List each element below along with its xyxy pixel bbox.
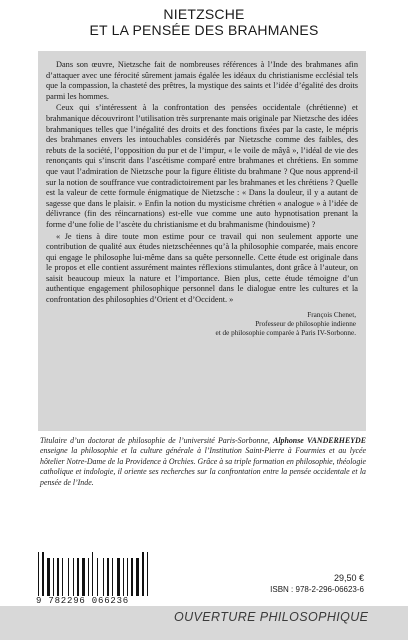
barcode-bar	[123, 558, 124, 596]
barcode-bar	[125, 558, 127, 596]
summary-paragraph-1: Dans son œuvre, Nietzsche fait de nombreuses références à l’Inde des brahmanes afin d’attaquer avec une férocité sûrement jamais égalée les idéaux du christianisme ecclésial tels que la compassion, la chasteté des prêtres, la mystique des saints et l’idée d’égalité des droits parmi les hommes.	[46, 60, 358, 101]
barcode-image	[38, 552, 148, 596]
barcode-bar	[90, 558, 91, 596]
barcode-bar	[107, 558, 109, 596]
barcode-bar	[75, 558, 76, 596]
barcode-bar	[114, 558, 116, 596]
barcode-bar	[110, 558, 111, 596]
barcode-bar	[73, 558, 74, 596]
series-name: OUVERTURE PHILOSOPHIQUE	[174, 610, 369, 624]
barcode-bar	[42, 552, 44, 596]
barcode-bar	[105, 558, 106, 596]
barcode-bar	[147, 552, 148, 596]
barcode-bar	[55, 558, 57, 596]
summary-box	[38, 51, 366, 431]
barcode-bar	[77, 558, 79, 596]
price-label: 29,50 €	[333, 573, 364, 583]
author-bio-body: enseigne la philosophie et la culture générale à l’Institution Saint-Pierre à Fourmies et au lycée hôtelier Notre-Dame de la Providence à Orchies. Grâce à sa triple formation en philosophie, théologie catholique et indologie, il oriente ses recherches sur la confrontation entre la pensée occidentale et la pensée de l’Inde.	[40, 446, 366, 487]
barcode-bar	[70, 558, 72, 596]
barcode-bar	[129, 558, 130, 596]
title-line-2: ET LA PENSÉE DES BRAHMANES	[89, 22, 319, 38]
barcode-bar	[45, 558, 46, 596]
title-line-1: NIETZSCHE	[163, 6, 245, 22]
signature-role-1: Professeur de philosophie indienne	[255, 319, 356, 328]
signature-name: François Chenet,	[307, 310, 356, 319]
barcode-bar	[80, 558, 81, 596]
summary-paragraph-2: Ceux qui s’intéressent à la confrontation des pensées occidentale (chrétienne) et brahmanique découvriront l’utilisation très surprenante mais originale par Nietzsche des idées brahmaniques telles que l’inégalité des droits et des fonctions fixées par la caste, le mépris des brahmanes envers les intouchables considérés par Nietzsche comme des faibles, des rebuts de la société, l’opposition du pur et de l’impur, « le voile de mâyâ », l’idéal de vie des renonçants qui s’inscrit dans l’ascétisme comparé entre brahmanes et chrétiens. En somme que vaut l’admiration de Nietzsche pour la figure élitiste du brahmane ? Que nous apprend-il sur la notion de souffrance vue contradictoirement par les brahmanes et les chrétiens ? Quelle est la valeur de cette formule énigmatique de Nietzsche : « Dans la douleur, il y a autant de sagesse que dans le plaisir. » Enfin la notion du mysticisme chrétien « analogue » à l’idée de délivrance (fin des réincarnations) est-elle vue comme une auto hypnotisation prenant la forme d’une folie de l’ascète du christianisme et du brahmanisme (hindouisme) ?	[46, 103, 358, 229]
barcode-bar	[140, 558, 141, 596]
barcode-bar	[145, 552, 146, 596]
barcode-bar	[47, 558, 50, 596]
barcode-bar	[121, 558, 122, 596]
barcode-bar	[88, 558, 89, 596]
barcode-bar	[64, 558, 67, 596]
barcode-bar	[94, 552, 96, 596]
barcode-bar	[40, 552, 41, 596]
barcode-bar	[97, 558, 98, 596]
author-bio	[40, 436, 366, 488]
author-name: Alphonse VANDERHEYDE	[273, 436, 366, 445]
barcode-bar	[92, 552, 94, 596]
barcode-bar	[57, 558, 59, 596]
review-quote: « Je tiens à dire toute mon estime pour ce travail qui non seulement apporte une contribution de qualité aux études nietzschéennes qu’à la philosophie comparée, mais encore qui engage le philosophe lui-même dans sa quête personnelle. Cette étude est originale dans le propos et elle contient assurément maintes réflexions stimulantes, dont grâce à l’auteur, on saisit beaucoup mieux la nature et l’importance. Bien plus, cette étude témoigne d’un authentique engagement philosophique personnel dans le dialogue entre les cultures et la confrontation des philosophies d’Orient et d’Occident. »	[46, 231, 358, 305]
barcode-bar	[134, 558, 135, 596]
barcode-bar	[86, 558, 87, 596]
barcode-bar	[68, 558, 69, 596]
barcode-bar	[53, 558, 54, 596]
barcode-bar	[136, 558, 139, 596]
barcode-bar	[103, 558, 104, 596]
barcode-bar	[127, 558, 128, 596]
barcode-bar	[62, 558, 63, 596]
review-signature	[46, 311, 358, 339]
author-bio-intro: Titulaire d’un doctorat de philosophie de l’université Paris-Sorbonne,	[40, 436, 274, 445]
isbn-label: ISBN : 978-2-296-06623-6	[270, 585, 364, 594]
barcode-bar	[51, 558, 52, 596]
barcode-bar	[82, 558, 85, 596]
barcode-digits: 9 782296 066236	[36, 596, 130, 606]
book-title	[0, 6, 408, 38]
barcode-bar	[60, 558, 61, 596]
barcode-bar	[99, 558, 102, 596]
barcode-bar	[38, 552, 39, 596]
barcode-bar	[131, 558, 133, 596]
signature-role-2: et de philosophie comparée à Paris IV-Sorbonne.	[215, 329, 356, 338]
barcode-bar	[142, 552, 144, 596]
barcode-bar	[117, 558, 120, 596]
barcode-bar	[112, 558, 113, 596]
